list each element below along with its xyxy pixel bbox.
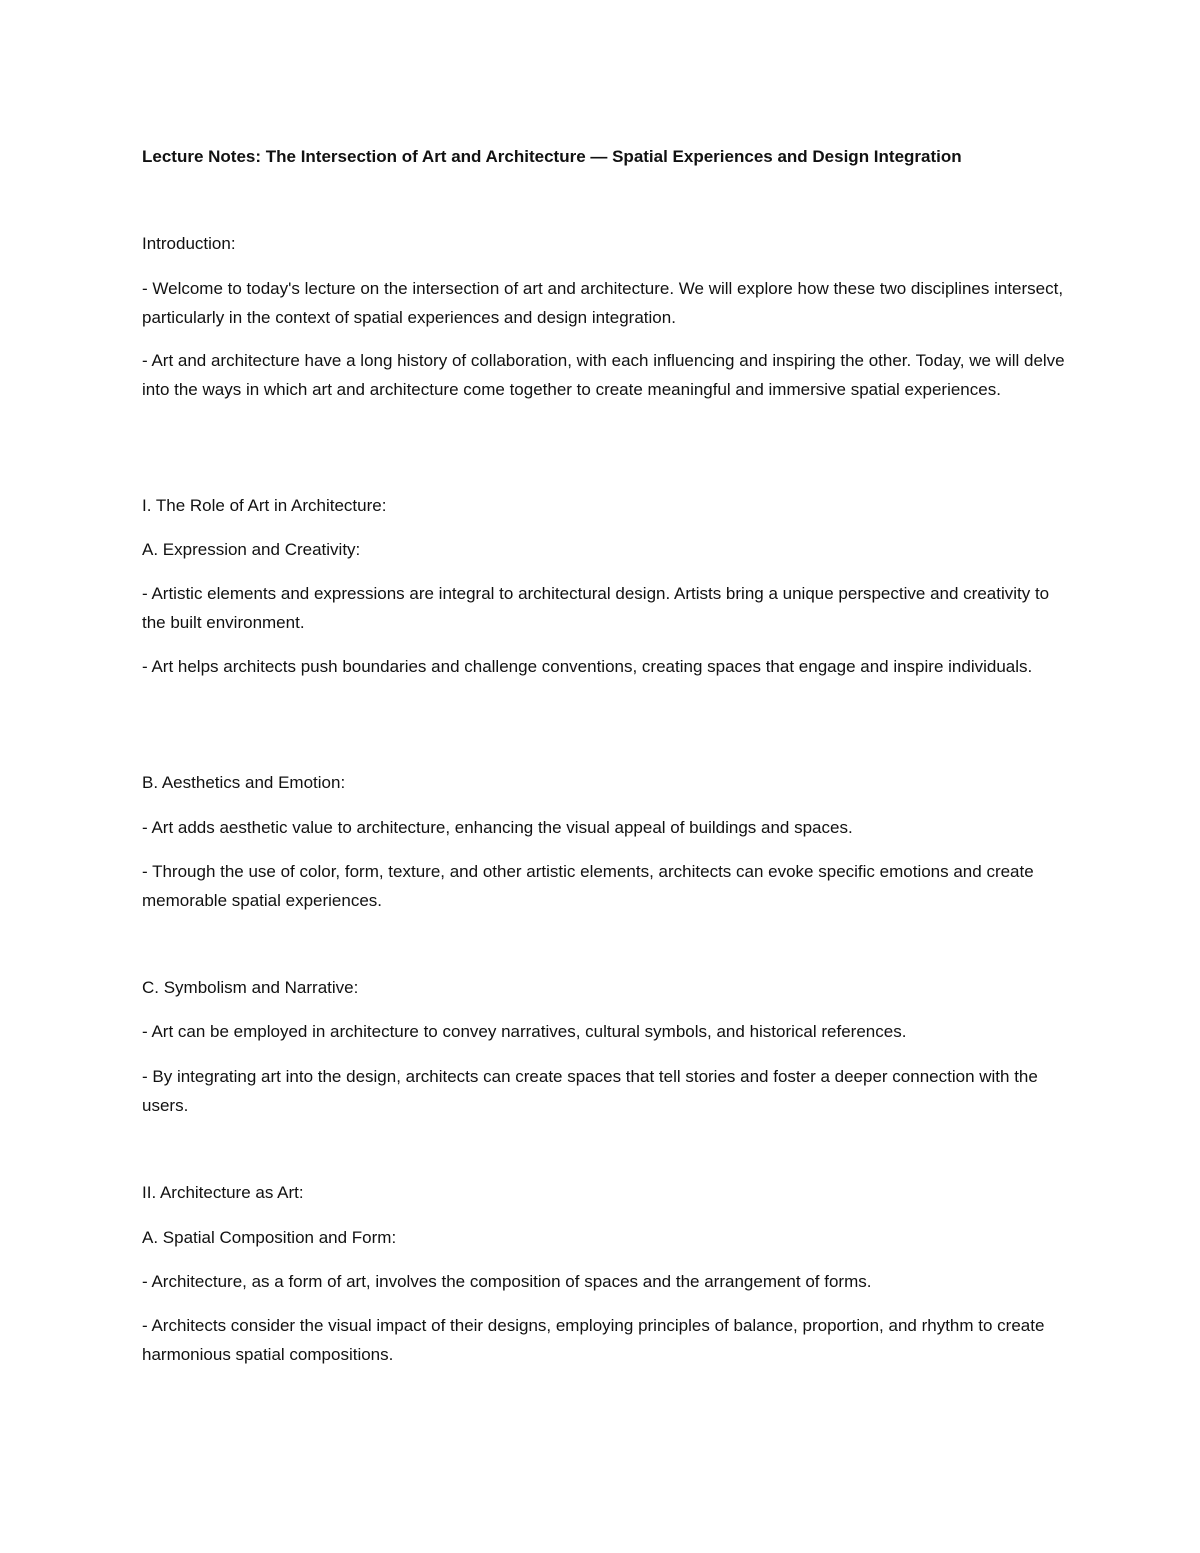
- section-1b-point-1: - Art adds aesthetic value to architecture, enhancing the visual appeal of buildings and spaces.: [142, 818, 853, 837]
- section-2-heading: II. Architecture as Art:: [142, 1183, 304, 1202]
- introduction-point-2: - Art and architecture have a long history of collaboration, with each influencing and inspiring the other. Today, we will delve into the ways in which art and architecture come together to create meaningful and immersive spatial experiences.: [142, 351, 1065, 399]
- section-1b-point-2: - Through the use of color, form, texture, and other artistic elements, architects can evoke specific emotions and create memorable spatial experiences.: [142, 862, 1034, 910]
- introduction-heading: Introduction:: [142, 234, 236, 253]
- section-1c-heading: C. Symbolism and Narrative:: [142, 978, 359, 997]
- section-1c-point-2: - By integrating art into the design, architects can create spaces that tell stories and foster a deeper connection with the users.: [142, 1067, 1038, 1115]
- section-1c-point-1: - Art can be employed in architecture to convey narratives, cultural symbols, and historical references.: [142, 1022, 907, 1041]
- section-1a-point-1: - Artistic elements and expressions are integral to architectural design. Artists bring a unique perspective and creativity to the built environment.: [142, 584, 1050, 632]
- section-1a-point-2: - Art helps architects push boundaries and challenge conventions, creating spaces that engage and inspire individuals.: [142, 657, 1033, 676]
- section-1b-heading: B. Aesthetics and Emotion:: [142, 773, 346, 792]
- introduction-point-1: - Welcome to today's lecture on the intersection of art and architecture. We will explore how these two disciplines intersect, particularly in the context of spatial experiences and design integration.: [142, 279, 1064, 327]
- document-title: Lecture Notes: The Intersection of Art and Architecture — Spatial Experiences and Design Integration: [142, 147, 962, 166]
- section-1a-heading: A. Expression and Creativity:: [142, 540, 361, 559]
- section-1-heading: I. The Role of Art in Architecture:: [142, 496, 387, 515]
- section-2a-point-1: - Architecture, as a form of art, involves the composition of spaces and the arrangement of forms.: [142, 1272, 872, 1291]
- section-2a-point-2: - Architects consider the visual impact of their designs, employing principles of balance, proportion, and rhythm to create harmonious spatial compositions.: [142, 1316, 1045, 1364]
- section-2a-heading: A. Spatial Composition and Form:: [142, 1228, 397, 1247]
